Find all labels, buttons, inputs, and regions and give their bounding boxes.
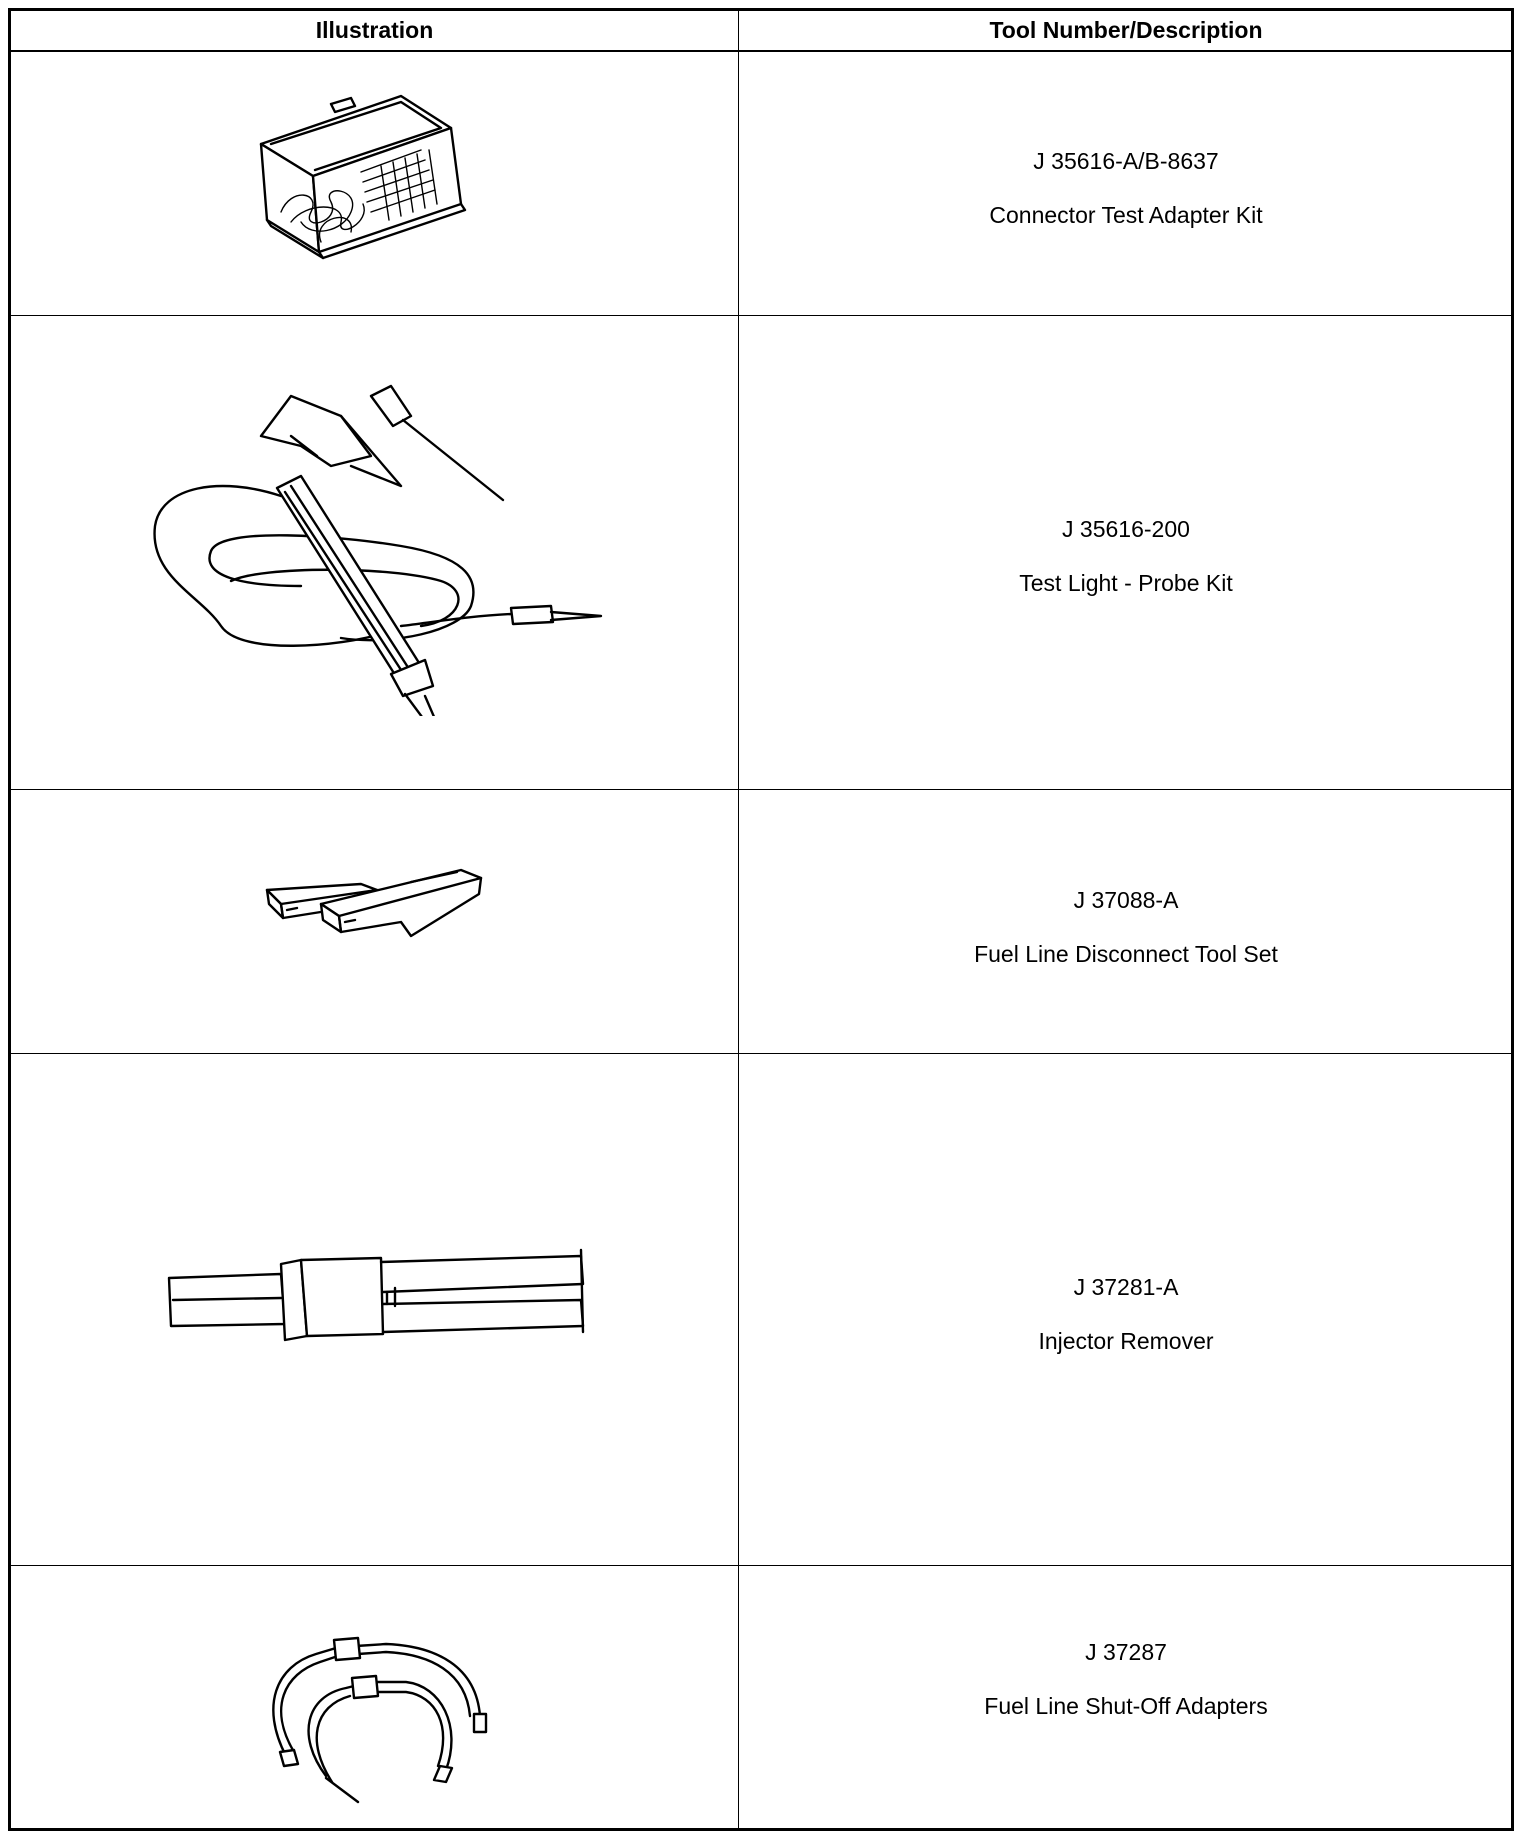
description-cell <box>739 316 1513 789</box>
illustration-cell <box>11 790 738 1053</box>
table-row <box>11 1054 1511 1566</box>
tools-table <box>8 8 1514 1831</box>
table-header <box>11 11 1511 52</box>
test-light-probe-kit-icon <box>141 376 621 716</box>
illustration-cell <box>11 52 738 315</box>
injector-remover-icon <box>161 1244 591 1354</box>
table-row <box>11 790 1511 1054</box>
table-row <box>11 1566 1511 1828</box>
tool-description: Injector Remover <box>1038 1328 1214 1354</box>
header-illustration: Illustration <box>315 17 434 43</box>
tool-description: Test Light - Probe Kit <box>1019 570 1233 596</box>
tool-number: J 37287 <box>1085 1639 1167 1665</box>
tool-number: J 37281-A <box>1073 1274 1179 1300</box>
description-cell <box>739 790 1513 1053</box>
tool-description: Fuel Line Shut-Off Adapters <box>984 1693 1268 1719</box>
fuel-line-shutoff-adapters-icon <box>266 1626 496 1806</box>
tool-number: J 37088-A <box>1073 887 1179 913</box>
header-tool-number-description: Tool Number/Description <box>989 17 1263 43</box>
tool-number: J 35616-A/B-8637 <box>1033 148 1219 174</box>
connector-test-adapter-kit-icon <box>251 92 511 292</box>
illustration-cell <box>11 316 738 789</box>
tool-number: J 35616-200 <box>1062 516 1190 542</box>
tool-description: Fuel Line Disconnect Tool Set <box>974 941 1278 967</box>
illustration-cell <box>11 1054 738 1565</box>
fuel-line-disconnect-tool-icon <box>261 860 501 950</box>
description-cell <box>739 52 1513 315</box>
tool-description: Connector Test Adapter Kit <box>989 202 1263 228</box>
table-row <box>11 52 1511 316</box>
table-row <box>11 316 1511 790</box>
description-cell <box>739 1054 1513 1565</box>
description-cell <box>739 1566 1513 1828</box>
illustration-cell <box>11 1566 738 1828</box>
